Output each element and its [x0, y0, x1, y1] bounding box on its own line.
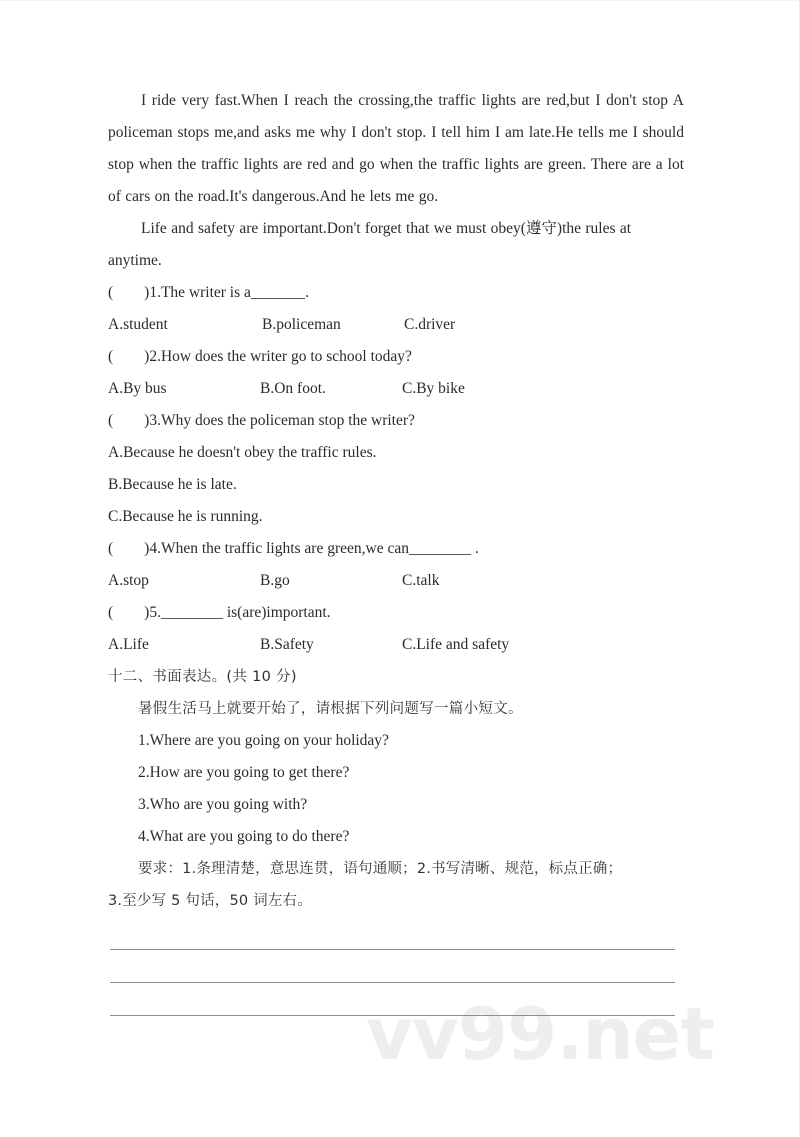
- question-3-option-c[interactable]: C.Because he is running.: [108, 508, 263, 525]
- reading-passage-paragraph-2: Life and safety are important.Don't forget that we must obey(遵守)the rules at anytime.: [108, 220, 632, 269]
- writing-section-instruction: 暑假生活马上就要开始了，请根据下列问题写一篇小短文。: [138, 701, 523, 717]
- question-3-line: [108, 405, 684, 437]
- question-3-option-a[interactable]: A.Because he doesn't obey the traffic rules.: [108, 444, 377, 461]
- question-5-options: [108, 629, 684, 661]
- question-4-text: When the traffic lights are green,we can________ .: [160, 540, 479, 557]
- question-5-option-c[interactable]: C.Life and safety: [402, 636, 510, 653]
- writing-prompt-1: 1.Where are you going on your holiday?: [138, 732, 389, 749]
- question-3-marker[interactable]: ( )3.: [108, 412, 161, 429]
- question-1-marker[interactable]: ( )1.: [108, 284, 161, 301]
- question-2-text: How does the writer go to school today?: [160, 348, 412, 365]
- question-1-options: [108, 309, 684, 341]
- question-4-option-a[interactable]: A.stop: [108, 572, 149, 589]
- question-1-line: [108, 277, 684, 309]
- question-4-option-c[interactable]: C.talk: [402, 572, 440, 589]
- question-2-options: [108, 373, 684, 405]
- watermark: vv99.net: [366, 992, 714, 1076]
- answer-line[interactable]: [110, 917, 675, 950]
- answer-line[interactable]: [110, 983, 675, 1016]
- page-content: [108, 85, 684, 917]
- question-4-option-b[interactable]: B.go: [260, 572, 290, 589]
- question-2-marker[interactable]: ( )2.: [108, 348, 161, 365]
- question-4-marker[interactable]: ( )4.: [108, 540, 161, 557]
- question-3-option-b[interactable]: B.Because he is late.: [108, 476, 237, 493]
- question-2-option-a[interactable]: A.By bus: [108, 380, 167, 397]
- question-5-line: [108, 597, 684, 629]
- question-1-option-b[interactable]: B.policeman: [262, 316, 341, 333]
- question-2-option-c[interactable]: C.By bike: [402, 380, 465, 397]
- answer-lines: [110, 917, 675, 1016]
- answer-line[interactable]: [110, 950, 675, 983]
- question-5-option-b[interactable]: B.Safety: [260, 636, 314, 653]
- question-4-options: [108, 565, 684, 597]
- question-1-text: The writer is a_______.: [160, 284, 310, 301]
- writing-prompt-4: 4.What are you going to do there?: [138, 828, 350, 845]
- writing-requirements-line-2: 3.至少写 5 句话，50 词左右。: [108, 893, 312, 909]
- writing-section-heading: 十二、书面表达。(共 10 分): [108, 669, 297, 685]
- question-5-option-a[interactable]: A.Life: [108, 636, 149, 653]
- question-5-marker[interactable]: ( )5.: [108, 604, 161, 621]
- question-5-text: ________ is(are)important.: [160, 604, 331, 621]
- question-2-line: [108, 341, 684, 373]
- question-2-option-b[interactable]: B.On foot.: [260, 380, 326, 397]
- question-3-text: Why does the policeman stop the writer?: [160, 412, 415, 429]
- question-4-line: [108, 533, 684, 565]
- question-1-option-c[interactable]: C.driver: [404, 316, 456, 333]
- writing-prompt-3: 3.Who are you going with?: [138, 796, 308, 813]
- writing-prompt-2: 2.How are you going to get there?: [138, 764, 350, 781]
- reading-passage-paragraph-1: I ride very fast.When I reach the crossing,the traffic lights are red,but I don't stop A policeman stops me,and asks me why I don't stop. I tell him I am late.He tells me I should stop when the traffic lights are red and go when the traffic lights are green. There are a lot of cars on the road.It's dangerous.And he lets me go.: [108, 92, 684, 205]
- question-1-option-a[interactable]: A.student: [108, 316, 168, 333]
- writing-requirements-line-1: 要求：1.条理清楚，意思连贯，语句通顺；2.书写清晰、规范，标点正确；: [138, 861, 623, 877]
